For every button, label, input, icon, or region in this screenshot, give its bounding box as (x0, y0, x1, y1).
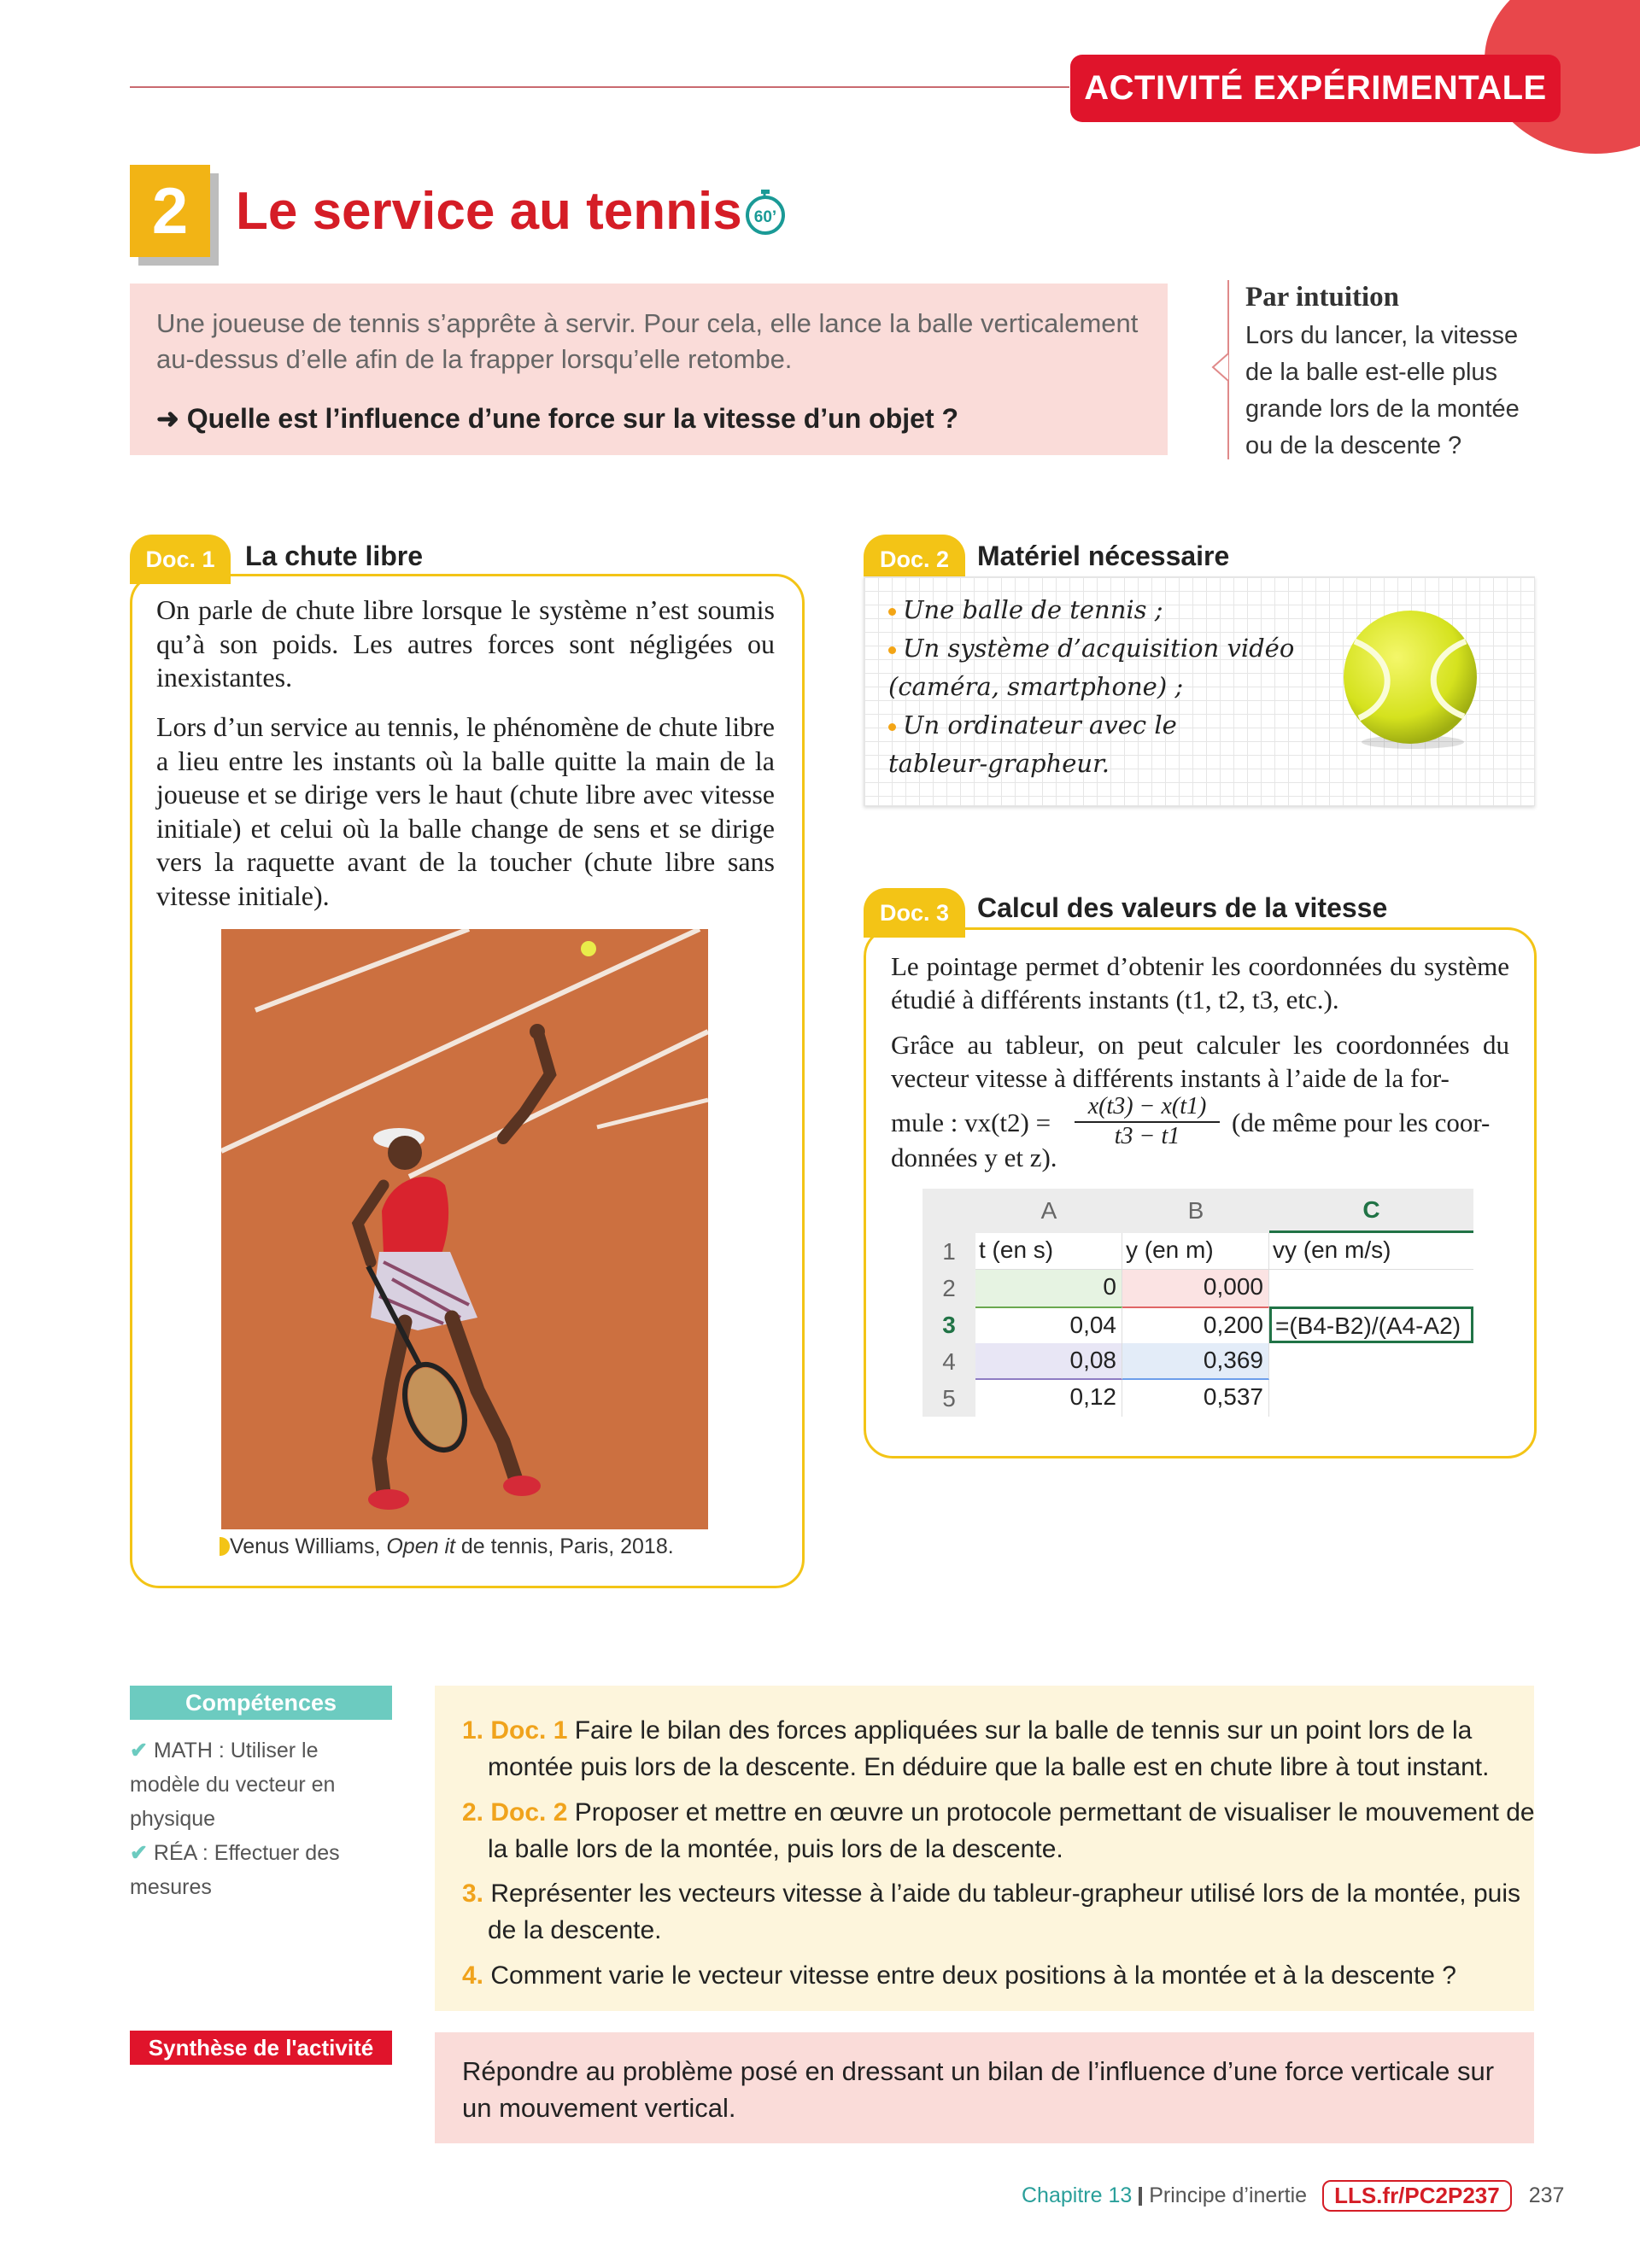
intuition-text: Lors du lancer, la vitesse de la balle est-elle plus grande lors de la montée ou de la descente ? (1245, 322, 1520, 459)
formula-cell[interactable]: =(B4-B2)/(A4-A2) (1269, 1306, 1473, 1343)
materials-item: Une balle de tennis ; (888, 591, 1332, 629)
question-number: 4. (462, 1961, 484, 1990)
check-icon: ✔ (130, 1841, 148, 1865)
materials-item: Un système d’acquisition vidéo (caméra, smartphone) ; (888, 634, 1295, 701)
formula-end: données y et z). (891, 1143, 1057, 1172)
chevron-left-icon (1203, 350, 1237, 384)
column-header[interactable]: A (975, 1189, 1122, 1233)
activity-number: 2 (130, 165, 210, 257)
formula-denominator: t3 − t1 (1114, 1123, 1180, 1149)
doc1-paragraph: Lors d’un service au tennis, le phénomène de chute libre a lieu entre les instants où la balle quitte la main de la joueuse et se dirige vers le haut (chute libre avec vitesse initiale) et celui où la balle change de sens et se dirige vers la raquette avant de la toucher (chute libre sans vitesse initiale). (156, 711, 775, 911)
header-rule (130, 86, 1069, 88)
question-number: 2. Doc. 2 (462, 1798, 568, 1827)
materials-item: Un ordinateur avec le tableur-grapheur. (888, 710, 1177, 778)
doc2-tag: Doc. 2 (864, 535, 965, 584)
question-number: 3. (462, 1879, 484, 1908)
sheet-cell[interactable]: 0,369 (1122, 1343, 1269, 1380)
row-header-selected[interactable]: 3 (922, 1306, 975, 1343)
timer-label: 60’ (753, 208, 777, 226)
footer-chapter: Chapitre 13 (1022, 2183, 1133, 2207)
formula-lead: mule : vx(t2) = (891, 1108, 1051, 1137)
intro-text: Une joueuse de tennis s’apprête à servir. Pour cela, elle lance la balle verticalement au-dessus d’elle afin de la frapper lorsqu’elle retombe. (156, 308, 1139, 374)
row-header[interactable]: 4 (922, 1343, 975, 1380)
question-item: 3. Représenter les vecteurs vitesse à l’aide du tableur-grapheur utilisé lors de la montée, puis de la descente. (462, 1879, 1521, 1944)
sheet-cell[interactable]: t (en s) (975, 1233, 1122, 1270)
activity-banner: ACTIVITÉ EXPÉRIMENTALE (1070, 55, 1561, 122)
intro-question (156, 402, 1147, 435)
doc1-tag: Doc. 1 (130, 535, 231, 584)
velocity-formula (1075, 1093, 1220, 1150)
bullet-icon (888, 608, 896, 616)
doc1-paragraph: On parle de chute libre lorsque le système n’est soumis qu’à son poids. Les autres forces sont négligées ou inexistantes. (156, 594, 775, 693)
row-header[interactable]: 5 (922, 1380, 975, 1417)
intuition-title: Par intuition (1245, 282, 1400, 313)
sheet-cell[interactable] (1269, 1380, 1473, 1417)
bullet-icon (888, 646, 896, 654)
page-footer (1022, 2180, 1564, 2212)
sheet-cell[interactable]: y (en m) (1122, 1233, 1269, 1270)
sheet-cell[interactable]: 0,000 (1122, 1270, 1269, 1306)
competence-item: ✔ RÉA : Effectuer des mesures (130, 1841, 340, 1899)
question-number: 1. Doc. 1 (462, 1716, 568, 1745)
doc2-title: Matériel nécessaire (977, 541, 1230, 571)
doc3-title: Calcul des valeurs de la vitesse (977, 892, 1388, 923)
doc3-tag: Doc. 3 (864, 888, 965, 938)
synthese-text: Répondre au problème posé en dressant un bilan de l’influence d’une force verticale sur un mouvement vertical. (462, 2056, 1495, 2123)
sheet-cell[interactable]: vy (en m/s) (1269, 1233, 1473, 1270)
photo-caption: Venus Williams, Open it de tennis, Paris, 2018. (229, 1534, 674, 1558)
formula-tail: (de même pour les coor- (1232, 1108, 1491, 1137)
competences-list (130, 1733, 378, 1904)
formula-numerator: x(t3) − x(t1) (1075, 1093, 1220, 1123)
row-header[interactable]: 2 (922, 1270, 975, 1306)
bullet-icon (888, 723, 896, 731)
doc3-paragraph: Grâce au tableur, on peut calculer les coordonnées du vecteur vitesse à différents instants à l’aide de la for- (891, 1030, 1509, 1093)
sheet-cell[interactable]: 0,12 (975, 1380, 1122, 1417)
sheet-cell[interactable] (1269, 1343, 1473, 1380)
row-header[interactable]: 1 (922, 1233, 975, 1270)
sheet-cell[interactable]: 0,08 (975, 1343, 1122, 1380)
tennis-ball-image (1338, 607, 1483, 752)
footer-topic: Principe d’inertie (1149, 2183, 1308, 2207)
arrow-icon: ➜ (156, 403, 179, 434)
sheet-corner (922, 1189, 975, 1233)
question-item: 2. Doc. 2 Proposer et mettre en œuvre un protocole permettant de visualiser le mouvement de la balle lors de la montée, puis lors de la descente. (462, 1798, 1535, 1863)
sheet-cell[interactable]: 0,537 (1122, 1380, 1269, 1417)
column-header-selected[interactable]: C (1269, 1189, 1473, 1233)
sheet-cell[interactable]: 0 (975, 1270, 1122, 1306)
footer-link[interactable]: LLS.fr/PC2P237 (1322, 2180, 1512, 2212)
timer-icon (741, 188, 789, 236)
sheet-cell[interactable]: 0,200 (1122, 1306, 1269, 1343)
tennis-player-photo (221, 929, 708, 1529)
synthese-tag: Synthèse de l'activité (130, 2031, 392, 2065)
check-icon: ✔ (130, 1739, 148, 1762)
question-item: 4. Comment varie le vecteur vitesse entre deux positions à la montée et à la descente ? (462, 1961, 1456, 1990)
question-item: 1. Doc. 1 Faire le bilan des forces appliquées sur la balle de tennis sur un point lors de la montée puis lors de la descente. En déduire que la balle est en chute libre à tout instant. (462, 1716, 1490, 1781)
column-header[interactable]: B (1122, 1189, 1269, 1233)
spreadsheet (922, 1189, 1473, 1426)
page-title: Le service au tennis (236, 182, 742, 241)
doc3-paragraph: Le pointage permet d’obtenir les coordonnées du système étudié à différents instants (t1, t2, t3, etc.). (891, 951, 1509, 1014)
sheet-cell[interactable] (1269, 1270, 1473, 1306)
doc1-title: La chute libre (245, 541, 424, 571)
page-number: 237 (1528, 2183, 1565, 2207)
intro-question-text: Quelle est l’influence d’une force sur la vitesse d’un objet ? (186, 403, 959, 434)
competences-tag: Compétences (130, 1686, 392, 1720)
footer-separator (1139, 2187, 1142, 2206)
competence-item: ✔ MATH : Utiliser le modèle du vecteur en physique (130, 1739, 336, 1831)
sheet-cell[interactable]: 0,04 (975, 1306, 1122, 1343)
